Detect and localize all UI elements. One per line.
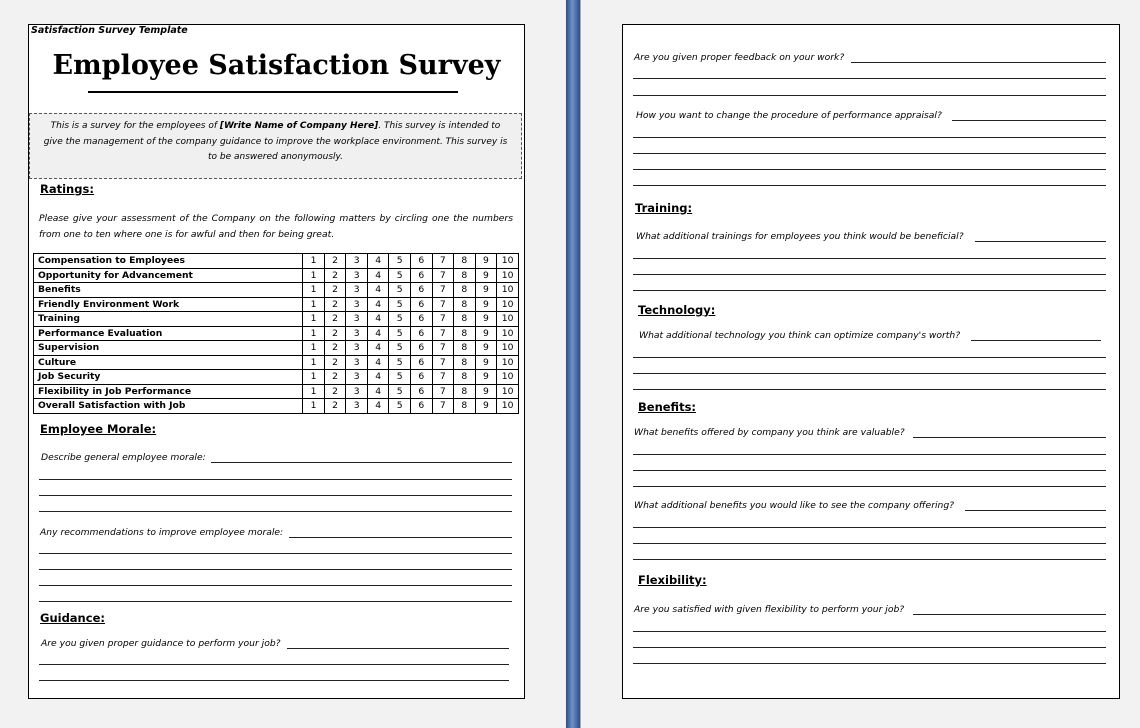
answer-line[interactable] xyxy=(39,585,512,586)
rating-item-label: Performance Evaluation xyxy=(34,326,303,341)
rating-option[interactable]: 3 xyxy=(346,283,368,298)
answer-line[interactable] xyxy=(633,647,1106,648)
ratings-row xyxy=(34,283,519,298)
guidance-heading: Guidance: xyxy=(40,611,105,625)
answer-line[interactable] xyxy=(633,559,1106,560)
rating-option[interactable]: 2 xyxy=(324,283,346,298)
rating-option[interactable]: 3 xyxy=(346,268,368,283)
answer-line[interactable] xyxy=(633,274,1106,275)
answer-line[interactable] xyxy=(965,510,1106,511)
rating-option[interactable]: 7 xyxy=(432,283,454,298)
rating-option[interactable]: 7 xyxy=(432,297,454,312)
rating-option[interactable]: 2 xyxy=(324,341,346,356)
rating-option[interactable]: 4 xyxy=(367,370,389,385)
rating-option[interactable]: 8 xyxy=(454,355,476,370)
rating-option[interactable]: 5 xyxy=(389,312,411,327)
rating-option[interactable]: 4 xyxy=(367,326,389,341)
rating-item-label: Training xyxy=(34,312,303,327)
rating-option[interactable]: 1 xyxy=(303,312,325,327)
rating-option[interactable]: 4 xyxy=(367,312,389,327)
answer-line[interactable] xyxy=(633,169,1106,170)
ratings-row xyxy=(34,355,519,370)
rating-option[interactable]: 9 xyxy=(475,384,497,399)
rating-option[interactable]: 5 xyxy=(389,355,411,370)
title-underline xyxy=(88,91,458,93)
rating-option[interactable]: 10 xyxy=(497,370,519,385)
rating-option[interactable]: 7 xyxy=(432,341,454,356)
answer-line[interactable] xyxy=(39,553,512,554)
rating-option[interactable]: 2 xyxy=(324,254,346,269)
morale-heading: Employee Morale: xyxy=(40,422,157,436)
ratings-row xyxy=(34,399,519,414)
rating-option[interactable]: 7 xyxy=(432,254,454,269)
rating-option[interactable]: 7 xyxy=(432,399,454,414)
rating-option[interactable]: 9 xyxy=(475,341,497,356)
page-title: Employee Satisfaction Survey xyxy=(52,50,501,81)
rating-option[interactable]: 6 xyxy=(410,254,432,269)
ratings-heading: Ratings: xyxy=(40,182,94,196)
rating-option[interactable]: 3 xyxy=(346,399,368,414)
rating-option[interactable]: 1 xyxy=(303,283,325,298)
company-name-placeholder: [Write Name of Company Here] xyxy=(219,121,379,131)
rating-option[interactable]: 1 xyxy=(303,297,325,312)
rating-option[interactable]: 8 xyxy=(454,268,476,283)
rating-item-label: Culture xyxy=(34,355,303,370)
guidance-question: Are you given proper guidance to perform your job? xyxy=(41,638,281,649)
rating-option[interactable]: 7 xyxy=(432,326,454,341)
answer-line[interactable] xyxy=(39,680,509,681)
answer-line[interactable] xyxy=(971,340,1101,341)
rating-option[interactable]: 6 xyxy=(410,370,432,385)
answer-line[interactable] xyxy=(633,470,1106,471)
rating-option[interactable]: 1 xyxy=(303,341,325,356)
rating-option[interactable]: 1 xyxy=(303,254,325,269)
answer-line[interactable] xyxy=(39,664,509,665)
rating-option[interactable]: 3 xyxy=(346,254,368,269)
rating-option[interactable]: 2 xyxy=(324,384,346,399)
rating-option[interactable]: 3 xyxy=(346,312,368,327)
answer-line[interactable] xyxy=(633,527,1106,528)
answer-line[interactable] xyxy=(39,479,512,480)
rating-option[interactable]: 2 xyxy=(324,326,346,341)
morale-question-2: Any recommendations to improve employee morale: xyxy=(40,527,284,538)
rating-option[interactable]: 8 xyxy=(454,384,476,399)
rating-option[interactable]: 3 xyxy=(346,370,368,385)
technology-heading: Technology: xyxy=(638,303,716,317)
rating-option[interactable]: 10 xyxy=(497,312,519,327)
rating-option[interactable]: 8 xyxy=(454,283,476,298)
rating-option[interactable]: 10 xyxy=(497,384,519,399)
ratings-row xyxy=(34,384,519,399)
right-sheet-border xyxy=(622,24,1120,699)
rating-option[interactable]: 4 xyxy=(367,268,389,283)
answer-line[interactable] xyxy=(913,614,1106,615)
rating-item-label: Friendly Environment Work xyxy=(34,297,303,312)
answer-line[interactable] xyxy=(633,373,1106,374)
rating-option[interactable]: 10 xyxy=(497,254,519,269)
rating-option[interactable]: 5 xyxy=(389,341,411,356)
rating-option[interactable]: 5 xyxy=(389,283,411,298)
answer-line[interactable] xyxy=(633,357,1106,358)
header-note: Satisfaction Survey Template xyxy=(31,25,188,36)
rating-option[interactable]: 9 xyxy=(475,399,497,414)
answer-line[interactable] xyxy=(287,648,509,649)
answer-line[interactable] xyxy=(952,120,1106,121)
answer-line[interactable] xyxy=(975,241,1106,242)
answer-line[interactable] xyxy=(633,185,1106,186)
rating-option[interactable]: 10 xyxy=(497,355,519,370)
rating-option[interactable]: 2 xyxy=(324,297,346,312)
rating-option[interactable]: 4 xyxy=(367,341,389,356)
ratings-row xyxy=(34,268,519,283)
rating-option[interactable]: 9 xyxy=(475,254,497,269)
answer-line[interactable] xyxy=(913,437,1106,438)
rating-option[interactable]: 2 xyxy=(324,355,346,370)
rating-option[interactable]: 4 xyxy=(367,355,389,370)
rating-option[interactable]: 3 xyxy=(346,384,368,399)
intro-box xyxy=(29,113,522,179)
rating-option[interactable]: 6 xyxy=(410,326,432,341)
rating-option[interactable]: 8 xyxy=(454,312,476,327)
rating-option[interactable]: 10 xyxy=(497,326,519,341)
ratings-row xyxy=(34,297,519,312)
answer-line[interactable] xyxy=(851,62,1106,63)
rating-option[interactable]: 1 xyxy=(303,399,325,414)
flexibility-heading: Flexibility: xyxy=(638,573,707,587)
appraisal-question: How you want to change the procedure of performance appraisal? xyxy=(636,110,942,121)
rating-option[interactable]: 9 xyxy=(475,326,497,341)
rating-option[interactable]: 7 xyxy=(432,355,454,370)
rating-option[interactable]: 8 xyxy=(454,399,476,414)
rating-option[interactable]: 7 xyxy=(432,370,454,385)
answer-line[interactable] xyxy=(633,631,1106,632)
rating-option[interactable]: 1 xyxy=(303,370,325,385)
answer-line[interactable] xyxy=(633,95,1106,96)
answer-line[interactable] xyxy=(39,569,512,570)
answer-line[interactable] xyxy=(633,663,1106,664)
feedback-question: Are you given proper feedback on your work? xyxy=(634,52,845,63)
rating-option[interactable]: 5 xyxy=(389,384,411,399)
answer-line[interactable] xyxy=(289,537,512,538)
rating-option[interactable]: 5 xyxy=(389,399,411,414)
answer-line[interactable] xyxy=(633,78,1106,79)
rating-option[interactable]: 6 xyxy=(410,268,432,283)
answer-line[interactable] xyxy=(633,153,1106,154)
rating-item-label: Overall Satisfaction with Job xyxy=(34,399,303,414)
rating-option[interactable]: 7 xyxy=(432,384,454,399)
benefits-question-1: What benefits offered by company you think are valuable? xyxy=(634,427,905,438)
rating-option[interactable]: 9 xyxy=(475,370,497,385)
rating-option[interactable]: 10 xyxy=(497,399,519,414)
rating-option[interactable]: 10 xyxy=(497,341,519,356)
rating-option[interactable]: 10 xyxy=(497,268,519,283)
rating-item-label: Job Security xyxy=(34,370,303,385)
rating-option[interactable]: 10 xyxy=(497,297,519,312)
answer-line[interactable] xyxy=(39,601,512,602)
flexibility-question: Are you satisfied with given flexibility to perform your job? xyxy=(634,604,905,615)
answer-line[interactable] xyxy=(211,462,512,463)
rating-option[interactable]: 2 xyxy=(324,268,346,283)
rating-option[interactable]: 9 xyxy=(475,312,497,327)
ratings-row xyxy=(34,326,519,341)
rating-option[interactable]: 4 xyxy=(367,254,389,269)
benefits-heading: Benefits: xyxy=(638,400,697,414)
rating-option[interactable]: 5 xyxy=(389,326,411,341)
rating-option[interactable]: 5 xyxy=(389,370,411,385)
rating-option[interactable]: 6 xyxy=(410,384,432,399)
rating-option[interactable]: 3 xyxy=(346,297,368,312)
training-question: What additional trainings for employees you think would be beneficial? xyxy=(636,231,964,242)
answer-line[interactable] xyxy=(39,495,512,496)
rating-option[interactable]: 6 xyxy=(410,312,432,327)
rating-option[interactable]: 6 xyxy=(410,399,432,414)
rating-option[interactable]: 8 xyxy=(454,297,476,312)
rating-option[interactable]: 3 xyxy=(346,355,368,370)
rating-option[interactable]: 4 xyxy=(367,384,389,399)
intro-text-after: . This survey is intended to give the management of the company guidance to improve the workplace environment. This survey is to be answered anonymously. xyxy=(43,121,508,162)
ratings-row xyxy=(34,312,519,327)
benefits-question-2: What additional benefits you would like to see the company offering? xyxy=(634,500,955,511)
rating-option[interactable]: 4 xyxy=(367,297,389,312)
page-gutter xyxy=(566,0,580,728)
rating-option[interactable]: 8 xyxy=(454,254,476,269)
rating-option[interactable]: 4 xyxy=(367,283,389,298)
rating-option[interactable]: 8 xyxy=(454,341,476,356)
rating-option[interactable]: 9 xyxy=(475,355,497,370)
answer-line[interactable] xyxy=(633,454,1106,455)
ratings-row xyxy=(34,341,519,356)
rating-item-label: Opportunity for Advancement xyxy=(34,268,303,283)
rating-option[interactable]: 8 xyxy=(454,326,476,341)
rating-item-label: Compensation to Employees xyxy=(34,254,303,269)
rating-option[interactable]: 1 xyxy=(303,355,325,370)
answer-line[interactable] xyxy=(39,511,512,512)
rating-option[interactable]: 9 xyxy=(475,268,497,283)
rating-option[interactable]: 1 xyxy=(303,384,325,399)
rating-option[interactable]: 5 xyxy=(389,254,411,269)
rating-option[interactable]: 9 xyxy=(475,283,497,298)
rating-option[interactable]: 7 xyxy=(432,268,454,283)
rating-option[interactable]: 2 xyxy=(324,312,346,327)
ratings-table xyxy=(33,253,519,414)
answer-line[interactable] xyxy=(633,389,1106,390)
rating-item-label: Supervision xyxy=(34,341,303,356)
answer-line[interactable] xyxy=(633,543,1106,544)
rating-option[interactable]: 1 xyxy=(303,268,325,283)
rating-option[interactable]: 4 xyxy=(367,399,389,414)
rating-option[interactable]: 8 xyxy=(454,370,476,385)
answer-line[interactable] xyxy=(633,486,1106,487)
rating-option[interactable]: 10 xyxy=(497,283,519,298)
rating-option[interactable]: 2 xyxy=(324,370,346,385)
rating-option[interactable]: 2 xyxy=(324,399,346,414)
answer-line[interactable] xyxy=(633,290,1106,291)
rating-option[interactable]: 6 xyxy=(410,297,432,312)
rating-option[interactable]: 5 xyxy=(389,297,411,312)
rating-option[interactable]: 3 xyxy=(346,341,368,356)
training-heading: Training: xyxy=(635,201,693,215)
rating-option[interactable]: 1 xyxy=(303,326,325,341)
rating-option[interactable]: 7 xyxy=(432,312,454,327)
rating-option[interactable]: 6 xyxy=(410,283,432,298)
answer-line[interactable] xyxy=(633,137,1106,138)
rating-option[interactable]: 6 xyxy=(410,341,432,356)
ratings-instructions: Please give your assessment of the Company on the following matters by circling one the numbers from one to ten where one is for awful and then for being great. xyxy=(39,213,513,240)
rating-item-label: Benefits xyxy=(34,283,303,298)
technology-question: What additional technology you think can optimize company's worth? xyxy=(639,330,961,341)
rating-option[interactable]: 6 xyxy=(410,355,432,370)
ratings-row xyxy=(34,370,519,385)
rating-option[interactable]: 9 xyxy=(475,297,497,312)
morale-question-1: Describe general employee morale: xyxy=(41,452,206,463)
intro-text-before: This is a survey for the employees of xyxy=(50,121,220,131)
answer-line[interactable] xyxy=(633,258,1106,259)
ratings-row xyxy=(34,254,519,269)
rating-option[interactable]: 3 xyxy=(346,326,368,341)
rating-item-label: Flexibility in Job Performance xyxy=(34,384,303,399)
rating-option[interactable]: 5 xyxy=(389,268,411,283)
